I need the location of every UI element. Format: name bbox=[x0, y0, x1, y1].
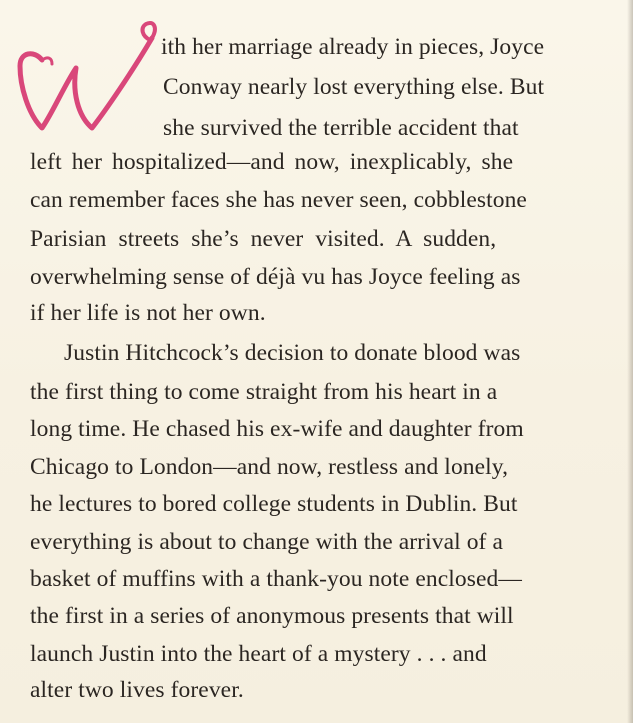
page-edge-shadow bbox=[627, 0, 633, 723]
paragraph-2-line-10: alter two lives forever. bbox=[30, 677, 244, 703]
paragraph-1-line-6: Parisian streets she’s never visited. A sudden, bbox=[30, 226, 497, 252]
paragraph-1-line-3: she survived the terrible accident that bbox=[163, 115, 519, 141]
paragraph-2-line-1: Justin Hitchcock’s decision to donate blood was bbox=[64, 340, 521, 366]
paragraph-2-line-3: long time. He chased his ex-wife and daughter from bbox=[30, 416, 524, 442]
paragraph-1-line-8: if her life is not her own. bbox=[30, 300, 266, 326]
paragraph-1-line-5: can remember faces she has never seen, cobblestone bbox=[30, 187, 527, 213]
paragraph-1-line-7: overwhelming sense of déjà vu has Joyce feeling as bbox=[30, 264, 521, 290]
paragraph-1-line-1: ith her marriage already in pieces, Joyce bbox=[161, 34, 545, 60]
paragraph-2-line-8: the first in a series of anonymous presents that will bbox=[30, 603, 514, 629]
paragraph-2-line-4: Chicago to London—and now, restless and lonely, bbox=[30, 454, 509, 480]
paragraph-1-line-4: left her hospitalized—and now, inexplicably, she bbox=[30, 149, 514, 175]
paragraph-2-line-7: basket of muffins with a thank-you note enclosed— bbox=[30, 566, 522, 592]
paragraph-2-line-9: launch Justin into the heart of a mystery . . . and bbox=[30, 641, 487, 667]
paragraph-2-line-6: everything is about to change with the arrival of a bbox=[30, 529, 503, 555]
paragraph-2-line-5: he lectures to bored college students in Dublin. But bbox=[30, 491, 518, 517]
drop-cap-letter bbox=[12, 16, 162, 142]
paragraph-1-line-2: Conway nearly lost everything else. But bbox=[163, 74, 545, 100]
paragraph-2-line-2: the first thing to come straight from his heart in a bbox=[30, 379, 498, 405]
